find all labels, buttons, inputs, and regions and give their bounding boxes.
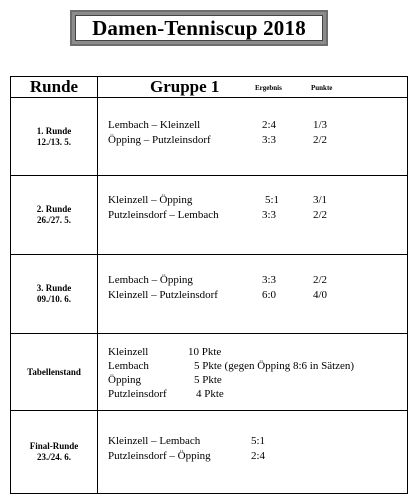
- match-result: 3:3: [262, 134, 277, 146]
- round-label: [11, 98, 98, 176]
- header-gruppe: Gruppe 1: [150, 77, 220, 96]
- match-name: Putzleinsdorf – Lembach: [108, 209, 219, 221]
- match-points: 2/2: [313, 209, 328, 221]
- standings-list: [98, 334, 408, 411]
- match-result: 5:1: [251, 435, 266, 447]
- standings-label: Tabellenstand: [11, 334, 98, 411]
- results-table: [10, 76, 408, 494]
- title-frame: [70, 10, 328, 46]
- header-runde: Runde: [11, 77, 98, 98]
- round-date: 09./10. 6.: [36, 294, 71, 304]
- standings-team: Kleinzell: [108, 346, 149, 358]
- final-matches: [98, 411, 408, 494]
- round-label: [11, 255, 98, 334]
- match-points: 3/1: [313, 194, 328, 206]
- round-row: [11, 176, 408, 255]
- standings-team: Putzleinsdorf: [108, 388, 167, 400]
- round-date: 26./27. 5.: [36, 215, 71, 225]
- standings-points: 5 Pkte: [194, 374, 222, 386]
- match-name: Kleinzell – Lembach: [108, 435, 201, 447]
- final-row: [11, 411, 408, 494]
- standings-row: [11, 334, 408, 411]
- match-result: 3:3: [262, 274, 277, 286]
- round-row: [11, 255, 408, 334]
- match-result: 6:0: [262, 289, 277, 301]
- match-points: 1/3: [313, 119, 328, 131]
- match-result: 3:3: [262, 209, 277, 221]
- standings-team: Öpping: [108, 374, 141, 386]
- match-name: Lembach – Öpping: [108, 274, 193, 286]
- header-group: [98, 77, 408, 98]
- match-points: 2/2: [313, 134, 328, 146]
- round-name: 2. Runde: [36, 204, 72, 214]
- standings-points: 5 Pkte (gegen Öpping 8:6 in Sätzen): [194, 360, 355, 372]
- match-result: 2:4: [251, 450, 266, 462]
- round-label: [11, 176, 98, 255]
- round-date: 12./13. 5.: [36, 136, 71, 147]
- match-name: Kleinzell – Putzleinsdorf: [108, 289, 218, 301]
- standings-points: 10 Pkte: [188, 346, 222, 358]
- header-row: [11, 77, 408, 98]
- match-result: 5:1: [265, 194, 280, 206]
- standings-team: Lembach: [108, 360, 149, 372]
- header-punkte: Punkte: [311, 84, 333, 92]
- match-points: 4/0: [313, 289, 328, 301]
- page-title: Damen-Tenniscup 2018: [75, 15, 323, 41]
- round-matches: [98, 255, 408, 334]
- final-label: [11, 411, 98, 494]
- final-name: Final-Runde: [29, 441, 79, 451]
- round-matches: [98, 98, 408, 176]
- round-name: 3. Runde: [36, 283, 72, 293]
- round-name: 1. Runde: [36, 125, 72, 136]
- match-name: Lembach – Kleinzell: [108, 119, 201, 131]
- final-date: 23./24. 6.: [36, 452, 71, 462]
- round-matches: [98, 176, 408, 255]
- match-name: Putzleinsdorf – Öpping: [108, 450, 211, 462]
- standings-points: 4 Pkte: [196, 388, 224, 400]
- header-ergebnis: Ergebnis: [255, 84, 282, 92]
- match-result: 2:4: [262, 119, 277, 131]
- match-points: 2/2: [313, 274, 328, 286]
- match-name: Kleinzell – Öpping: [108, 194, 193, 206]
- round-row: [11, 98, 408, 176]
- match-name: Öpping – Putzleinsdorf: [108, 134, 211, 146]
